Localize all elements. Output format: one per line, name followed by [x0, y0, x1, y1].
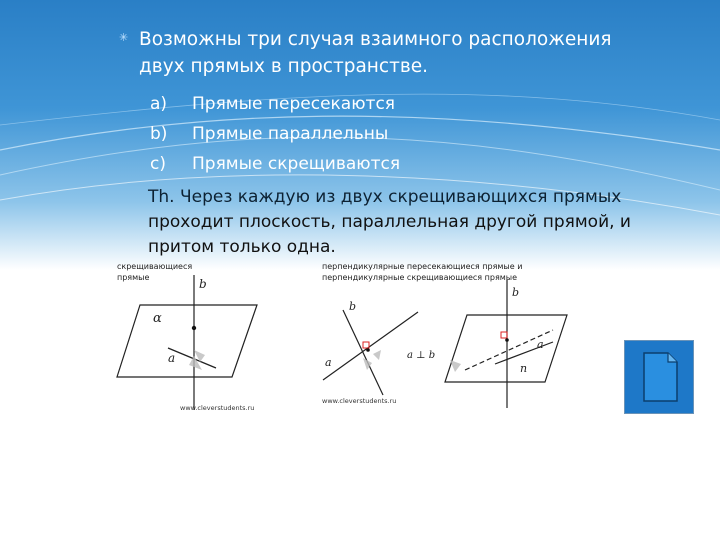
- item-marker: b): [150, 124, 168, 144]
- figure-right-url: www.cleverstudents.ru: [322, 397, 397, 405]
- snowflake-bullet-icon: ✳: [119, 31, 129, 44]
- item-label: Прямые параллельны: [192, 124, 389, 144]
- heading-line-1: Возможны три случая взаимного расположения: [139, 29, 612, 50]
- item-label: Прямые пересекаются: [192, 94, 396, 114]
- label-perp: a ⊥ b: [407, 350, 436, 361]
- list-item: [150, 123, 388, 145]
- figure-left-caption-1: скрещивающиеся: [117, 262, 193, 271]
- theorem-line-1: Th. Через каждую из двух скрещивающихся прямых: [148, 187, 622, 207]
- figure-left-url: www.cleverstudents.ru: [180, 404, 255, 412]
- item-marker: a): [150, 94, 168, 114]
- label-n: n: [520, 362, 528, 375]
- theorem-line-3: притом только одна.: [148, 237, 336, 257]
- figure-left-caption-2: прямые: [117, 273, 150, 282]
- item-marker: c): [150, 154, 166, 174]
- document-button[interactable]: [624, 340, 694, 414]
- label-a1: a: [325, 356, 332, 369]
- label-alpha: α: [153, 311, 162, 326]
- heading-line-2: двух прямых в пространстве.: [139, 56, 429, 77]
- figure-right-caption-2: перпендикулярные скрещивающиеся прямые: [322, 273, 518, 282]
- label-b: b: [199, 277, 207, 291]
- figure-right-caption-1: перпендикулярные пересекающиеся прямые и: [322, 262, 523, 271]
- item-label: Прямые скрещиваются: [192, 154, 401, 174]
- list-item: [150, 93, 395, 115]
- label-b1: b: [349, 300, 357, 313]
- label-a: a: [168, 351, 176, 365]
- label-a2: a: [537, 338, 544, 351]
- list-item: [150, 153, 400, 175]
- figure-skew-lines: [110, 270, 280, 420]
- theorem-line-2: проходит плоскость, параллельная другой прямой, и: [148, 212, 631, 232]
- document-icon: [625, 341, 693, 413]
- figure-perpendicular-lines: [315, 280, 575, 415]
- label-b2: b: [512, 286, 520, 299]
